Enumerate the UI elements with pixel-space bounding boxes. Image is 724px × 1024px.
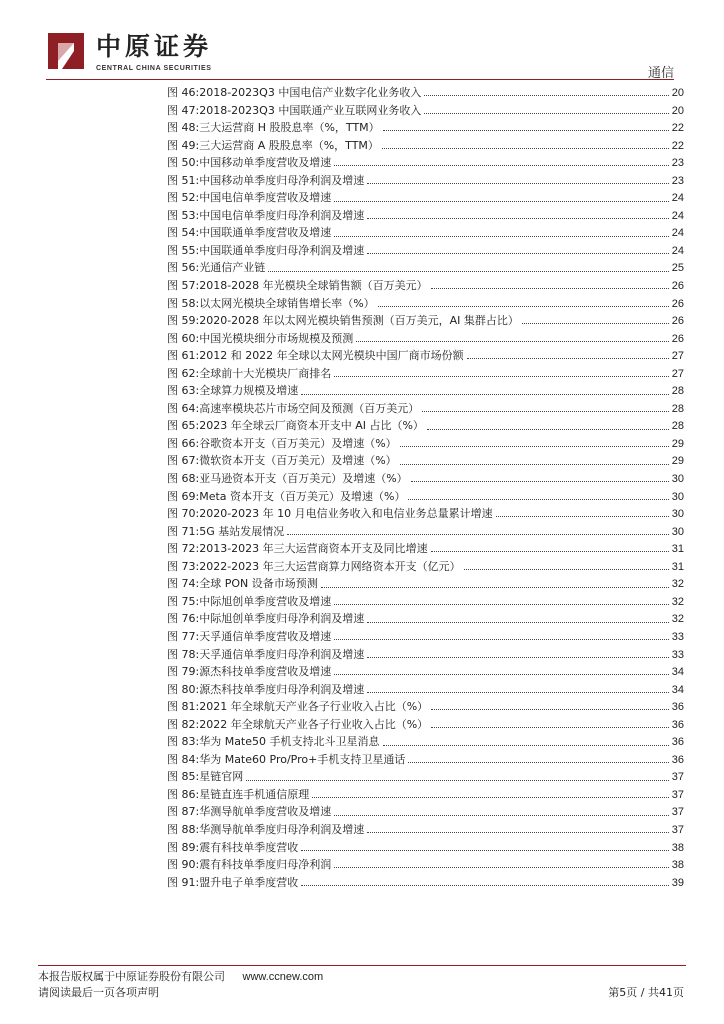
toc-page-number: 28 xyxy=(671,420,684,433)
toc-figure-label: 图 71: xyxy=(167,524,200,538)
toc-figure-label: 图 49: xyxy=(167,138,200,152)
toc-figure-label: 图 79: xyxy=(167,665,200,679)
toc-page-number: 34 xyxy=(671,666,684,679)
toc-page-number: 22 xyxy=(671,122,684,135)
toc-figure-title: 源杰科技单季度营收及增速 xyxy=(199,665,332,679)
toc-dot-leader xyxy=(382,148,669,149)
toc-figure-label: 图 52: xyxy=(167,191,200,205)
toc-figure-label: 图 46: xyxy=(167,86,200,99)
toc-figure-label: 图 67: xyxy=(167,454,200,468)
toc-entry[interactable] xyxy=(167,698,684,716)
toc-figure-title: 华测导航单季度营收及增速 xyxy=(199,805,332,819)
toc-dot-leader xyxy=(424,113,668,114)
toc-figure-title: 星链直连手机通信原理 xyxy=(199,787,310,801)
toc-dot-leader xyxy=(431,709,669,710)
toc-page-number: 26 xyxy=(671,332,684,345)
toc-figure-label: 图 58: xyxy=(167,296,200,310)
toc-figure-title: 2023 年全球云厂商资本开支中 AI 占比（%） xyxy=(199,419,424,433)
toc-page-number: 37 xyxy=(671,771,684,784)
toc-figure-label: 图 70: xyxy=(167,507,200,521)
toc-page-number: 39 xyxy=(671,876,684,889)
toc-dot-leader xyxy=(467,358,669,359)
toc-entry[interactable] xyxy=(167,558,684,576)
toc-entry[interactable] xyxy=(167,172,684,190)
website-link[interactable]: www.ccnew.com xyxy=(242,971,324,983)
toc-page-number: 27 xyxy=(671,367,684,380)
toc-figure-label: 图 81: xyxy=(167,700,200,714)
toc-figure-title: 以太网光模块全球销售增长率（%） xyxy=(199,296,375,310)
toc-entry[interactable] xyxy=(167,505,684,523)
toc-figure-title: 5G 基站发展情况 xyxy=(199,524,285,538)
toc-entry[interactable] xyxy=(167,242,684,260)
toc-dot-leader xyxy=(287,534,669,535)
toc-entry[interactable] xyxy=(167,400,684,418)
toc-dot-leader xyxy=(378,306,669,307)
toc-page-number: 25 xyxy=(671,262,684,275)
toc-page-number: 38 xyxy=(671,841,684,854)
toc-dot-leader xyxy=(367,832,669,833)
brand-name-cn: 中原证券 xyxy=(96,32,213,61)
toc-entry[interactable] xyxy=(167,874,684,892)
toc-figure-label: 图 54: xyxy=(167,226,200,240)
toc-figure-label: 图 91: xyxy=(167,875,200,889)
toc-page-number: 37 xyxy=(671,823,684,836)
toc-dot-leader xyxy=(334,376,669,377)
toc-dot-leader xyxy=(424,95,668,96)
toc-figure-label: 图 50: xyxy=(167,156,200,170)
toc-figure-label: 图 74: xyxy=(167,577,200,591)
toc-entry[interactable] xyxy=(167,856,684,874)
toc-dot-leader xyxy=(411,481,669,482)
toc-figure-label: 图 47: xyxy=(167,103,200,117)
toc-page-number: 20 xyxy=(671,104,684,117)
toc-page-number: 20 xyxy=(671,87,684,99)
toc-dot-leader xyxy=(408,762,668,763)
toc-page-number: 26 xyxy=(671,297,684,310)
toc-figure-title: 2022 年全球航天产业各子行业收入占比（%） xyxy=(199,717,429,731)
toc-entry[interactable] xyxy=(167,417,684,435)
toc-page-number: 33 xyxy=(671,630,684,643)
toc-dot-leader xyxy=(431,551,669,552)
toc-dot-leader xyxy=(334,236,669,237)
toc-page-number: 32 xyxy=(671,613,684,626)
toc-page-number: 28 xyxy=(671,385,684,398)
toc-page-number: 26 xyxy=(671,315,684,328)
toc-entry[interactable] xyxy=(167,277,684,295)
toc-figure-label: 图 73: xyxy=(167,559,200,573)
toc-figure-title: 中国移动单季度营收及增速 xyxy=(199,156,332,170)
toc-entry[interactable] xyxy=(167,312,684,330)
toc-dot-leader xyxy=(301,850,669,851)
toc-entry[interactable] xyxy=(167,628,684,646)
toc-dot-leader xyxy=(422,411,669,412)
toc-figure-label: 图 48: xyxy=(167,121,200,135)
toc-dot-leader xyxy=(367,183,669,184)
toc-figure-label: 图 55: xyxy=(167,243,200,257)
toc-page-number: 23 xyxy=(671,157,684,170)
toc-entry[interactable] xyxy=(167,593,684,611)
toc-figure-title: 中国电信单季度归母净利润及增速 xyxy=(199,208,365,222)
toc-entry[interactable] xyxy=(167,786,684,804)
toc-figure-title: 全球前十大光模块厂商排名 xyxy=(199,366,332,380)
toc-dot-leader xyxy=(334,201,669,202)
toc-figure-title: 震有科技单季度归母净利润 xyxy=(199,858,332,872)
toc-figure-title: 光通信产业链 xyxy=(199,261,266,275)
toc-figure-title: 中际旭创单季度营收及增速 xyxy=(199,594,332,608)
toc-figure-title: 震有科技单季度营收 xyxy=(199,840,299,854)
toc-page-number: 32 xyxy=(671,595,684,608)
toc-entry[interactable] xyxy=(167,347,684,365)
toc-figure-title: 谷歌资本开支（百万美元）及增速（%） xyxy=(199,436,397,450)
toc-page-number: 36 xyxy=(671,736,684,749)
toc-figure-label: 图 62: xyxy=(167,366,200,380)
footer-notes xyxy=(38,969,323,1001)
toc-entry[interactable] xyxy=(167,470,684,488)
toc-entry[interactable] xyxy=(167,84,684,102)
toc-figure-title: 2022-2023 年三大运营商算力网络资本开支（亿元） xyxy=(199,559,461,573)
toc-figure-title: 亚马逊资本开支（百万美元）及增速（%） xyxy=(199,472,408,486)
toc-figure-label: 图 61: xyxy=(167,349,200,363)
toc-figure-title: 中国联通单季度归母净利润及增速 xyxy=(199,243,365,257)
toc-page-number: 30 xyxy=(671,490,684,503)
toc-dot-leader xyxy=(334,165,669,166)
toc-figure-label: 图 90: xyxy=(167,858,200,872)
toc-entry[interactable] xyxy=(167,452,684,470)
toc-figure-label: 图 76: xyxy=(167,612,200,626)
toc-dot-leader xyxy=(334,604,669,605)
toc-dot-leader xyxy=(496,516,669,517)
toc-figure-label: 图 85: xyxy=(167,770,200,784)
toc-figure-title: 2018-2028 年光模块全球销售额（百万美元） xyxy=(199,279,428,293)
toc-dot-leader xyxy=(334,867,669,868)
toc-dot-leader xyxy=(334,639,669,640)
toc-dot-leader xyxy=(246,780,669,781)
toc-figure-label: 图 53: xyxy=(167,208,200,222)
toc-entry[interactable] xyxy=(167,646,684,664)
toc-page-number: 31 xyxy=(671,560,684,573)
toc-entry[interactable] xyxy=(167,523,684,541)
toc-figure-label: 图 83: xyxy=(167,735,200,749)
toc-figure-label: 图 82: xyxy=(167,717,200,731)
toc-figure-title: 三大运营商 A 股股息率（%，TTM） xyxy=(199,138,379,152)
toc-figure-title: 2018-2023Q3 中国电信产业数字化业务收入 xyxy=(199,86,422,99)
toc-page-number: 24 xyxy=(671,192,684,205)
toc-entry[interactable] xyxy=(167,540,684,558)
toc-figure-title: 中国联通单季度营收及增速 xyxy=(199,226,332,240)
toc-entry[interactable] xyxy=(167,751,684,769)
toc-figure-title: 中国电信单季度营收及增速 xyxy=(199,191,332,205)
toc-entry[interactable] xyxy=(167,207,684,225)
toc-figure-title: 中际旭创单季度归母净利润及增速 xyxy=(199,612,365,626)
toc-figure-title: 2020-2028 年以太网光模块销售预测（百万美元，AI 集群占比） xyxy=(199,314,519,328)
toc-entry[interactable] xyxy=(167,821,684,839)
toc-page-number: 37 xyxy=(671,788,684,801)
toc-entry[interactable] xyxy=(167,681,684,699)
toc-figure-title: 2020-2023 年 10 月电信业务收入和电信业务总量累计增速 xyxy=(199,507,493,521)
toc-figure-label: 图 84: xyxy=(167,752,200,766)
toc-figure-title: 中国移动单季度归母净利润及增速 xyxy=(199,173,365,187)
toc-figure-label: 图 72: xyxy=(167,542,200,556)
toc-page-number: 36 xyxy=(671,718,684,731)
toc-page-number: 34 xyxy=(671,683,684,696)
toc-figure-title: 2021 年全球航天产业各子行业收入占比（%） xyxy=(199,700,429,714)
toc-figure-label: 图 80: xyxy=(167,682,200,696)
toc-entry[interactable] xyxy=(167,365,684,383)
toc-dot-leader xyxy=(312,797,669,798)
toc-figure-title: 华测导航单季度归母净利润及增速 xyxy=(199,822,365,836)
toc-entry[interactable] xyxy=(167,295,684,313)
toc-figure-label: 图 56: xyxy=(167,261,200,275)
toc-page-number: 36 xyxy=(671,701,684,714)
toc-page-number: 23 xyxy=(671,174,684,187)
toc-figure-label: 图 64: xyxy=(167,401,200,415)
toc-figure-label: 图 88: xyxy=(167,822,200,836)
toc-page-number: 24 xyxy=(671,244,684,257)
toc-figure-title: 高速率模块芯片市场空间及预测（百万美元） xyxy=(199,401,420,415)
toc-entry[interactable] xyxy=(167,382,684,400)
toc-dot-leader xyxy=(431,727,669,728)
toc-figure-label: 图 68: xyxy=(167,472,200,486)
toc-figure-label: 图 87: xyxy=(167,805,200,819)
toc-page-number: 31 xyxy=(671,543,684,556)
toc-page-number: 28 xyxy=(671,402,684,415)
toc-figure-title: 中国光模块细分市场规模及预测 xyxy=(199,331,354,345)
toc-dot-leader xyxy=(400,464,669,465)
toc-entry[interactable] xyxy=(167,610,684,628)
toc-dot-leader xyxy=(427,429,669,430)
toc-dot-leader xyxy=(367,692,669,693)
toc-page-number: 36 xyxy=(671,753,684,766)
toc-page-number: 30 xyxy=(671,525,684,538)
toc-figure-title: 华为 Mate50 手机支持北斗卫星消息 xyxy=(199,735,380,749)
toc-figure-label: 图 77: xyxy=(167,629,200,643)
toc-dot-leader xyxy=(522,323,669,324)
toc-page-number: 24 xyxy=(671,227,684,240)
toc-page-number: 37 xyxy=(671,806,684,819)
toc-entry[interactable] xyxy=(167,663,684,681)
toc-figure-title: 星链官网 xyxy=(199,770,244,784)
toc-figure-label: 图 59: xyxy=(167,314,200,328)
toc-entry[interactable] xyxy=(167,716,684,734)
toc-dot-leader xyxy=(383,130,669,131)
toc-page-number: 33 xyxy=(671,648,684,661)
toc-dot-leader xyxy=(321,587,669,588)
toc-figure-label: 图 63: xyxy=(167,384,200,398)
toc-figure-label: 图 89: xyxy=(167,840,200,854)
toc-entry[interactable] xyxy=(167,839,684,857)
toc-dot-leader xyxy=(334,815,669,816)
toc-entry[interactable] xyxy=(167,119,684,137)
toc-entry[interactable] xyxy=(167,768,684,786)
toc-figure-title: Meta 资本开支（百万美元）及增速（%） xyxy=(199,489,406,503)
toc-figure-title: 微软资本开支（百万美元）及增速（%） xyxy=(199,454,397,468)
toc-page-number: 30 xyxy=(671,473,684,486)
toc-entry[interactable] xyxy=(167,137,684,155)
copyright-notice: 本报告版权属于中原证券股份有限公司 xyxy=(38,970,225,983)
toc-figure-label: 图 69: xyxy=(167,489,200,503)
toc-figure-label: 图 57: xyxy=(167,279,200,293)
toc-page-number: 32 xyxy=(671,578,684,591)
toc-figure-label: 图 51: xyxy=(167,173,200,187)
disclaimer-notice: 请阅读最后一页各项声明 xyxy=(38,986,159,999)
toc-page-number: 30 xyxy=(671,508,684,521)
page-indicator: 第5页 / 共41页 xyxy=(608,986,684,999)
toc-entry[interactable] xyxy=(167,259,684,277)
toc-dot-leader xyxy=(268,271,669,272)
toc-figure-title: 2018-2023Q3 中国联通产业互联网业务收入 xyxy=(199,103,422,117)
toc-dot-leader xyxy=(431,288,669,289)
company-logo-icon xyxy=(46,31,86,71)
toc-page-number: 24 xyxy=(671,209,684,222)
toc-dot-leader xyxy=(301,394,669,395)
toc-entry[interactable] xyxy=(167,488,684,506)
toc-page-number: 26 xyxy=(671,280,684,293)
footer-divider xyxy=(38,965,686,966)
brand-name-en: CENTRAL CHINA SECURITIES xyxy=(96,65,212,72)
toc-dot-leader xyxy=(464,569,669,570)
toc-entry[interactable] xyxy=(167,189,684,207)
toc-dot-leader xyxy=(367,657,669,658)
toc-figure-label: 图 66: xyxy=(167,436,200,450)
toc-figure-label: 图 65: xyxy=(167,419,200,433)
toc-page-number: 27 xyxy=(671,350,684,363)
toc-dot-leader xyxy=(383,745,669,746)
toc-figure-title: 全球算力规模及增速 xyxy=(199,384,299,398)
toc-dot-leader xyxy=(367,218,669,219)
toc-entry[interactable] xyxy=(167,224,684,242)
toc-dot-leader xyxy=(408,499,668,500)
header-divider xyxy=(46,79,674,80)
toc-page-number: 29 xyxy=(671,437,684,450)
toc-figure-title: 源杰科技单季度归母净利润及增速 xyxy=(199,682,365,696)
toc-figure-title: 天孚通信单季度归母净利润及增速 xyxy=(199,647,365,661)
section-tag: 通信 xyxy=(647,66,674,81)
toc-dot-leader xyxy=(356,341,669,342)
toc-dot-leader xyxy=(334,674,669,675)
toc-page-number: 22 xyxy=(671,139,684,152)
toc-figure-label: 图 60: xyxy=(167,331,200,345)
toc-dot-leader xyxy=(301,885,669,886)
toc-page-number: 38 xyxy=(671,859,684,872)
toc-figure-title: 全球 PON 设备市场预测 xyxy=(199,577,318,591)
toc-figure-title: 华为 Mate60 Pro/Pro+手机支持卫星通话 xyxy=(199,752,406,766)
toc-dot-leader xyxy=(400,446,669,447)
toc-entry[interactable] xyxy=(167,803,684,821)
toc-entry[interactable] xyxy=(167,575,684,593)
toc-figure-label: 图 86: xyxy=(167,787,200,801)
toc-figure-label: 图 78: xyxy=(167,647,200,661)
toc-dot-leader xyxy=(367,622,669,623)
toc-figure-label: 图 75: xyxy=(167,594,200,608)
toc-entry[interactable] xyxy=(167,435,684,453)
toc-entry[interactable] xyxy=(167,330,684,348)
toc-entry[interactable] xyxy=(167,154,684,172)
toc-entry[interactable] xyxy=(167,733,684,751)
toc-figure-title: 2012 和 2022 年全球以太网光模块中国厂商市场份额 xyxy=(199,349,464,363)
toc-figure-title: 2013-2023 年三大运营商资本开支及同比增速 xyxy=(199,542,428,556)
toc-figure-title: 盟升电子单季度营收 xyxy=(199,875,299,889)
figure-index-list xyxy=(167,84,684,891)
toc-figure-title: 天孚通信单季度营收及增速 xyxy=(199,629,332,643)
toc-page-number: 29 xyxy=(671,455,684,468)
toc-dot-leader xyxy=(367,253,669,254)
toc-figure-title: 三大运营商 H 股股息率（%，TTM） xyxy=(199,121,380,135)
toc-entry[interactable] xyxy=(167,102,684,120)
